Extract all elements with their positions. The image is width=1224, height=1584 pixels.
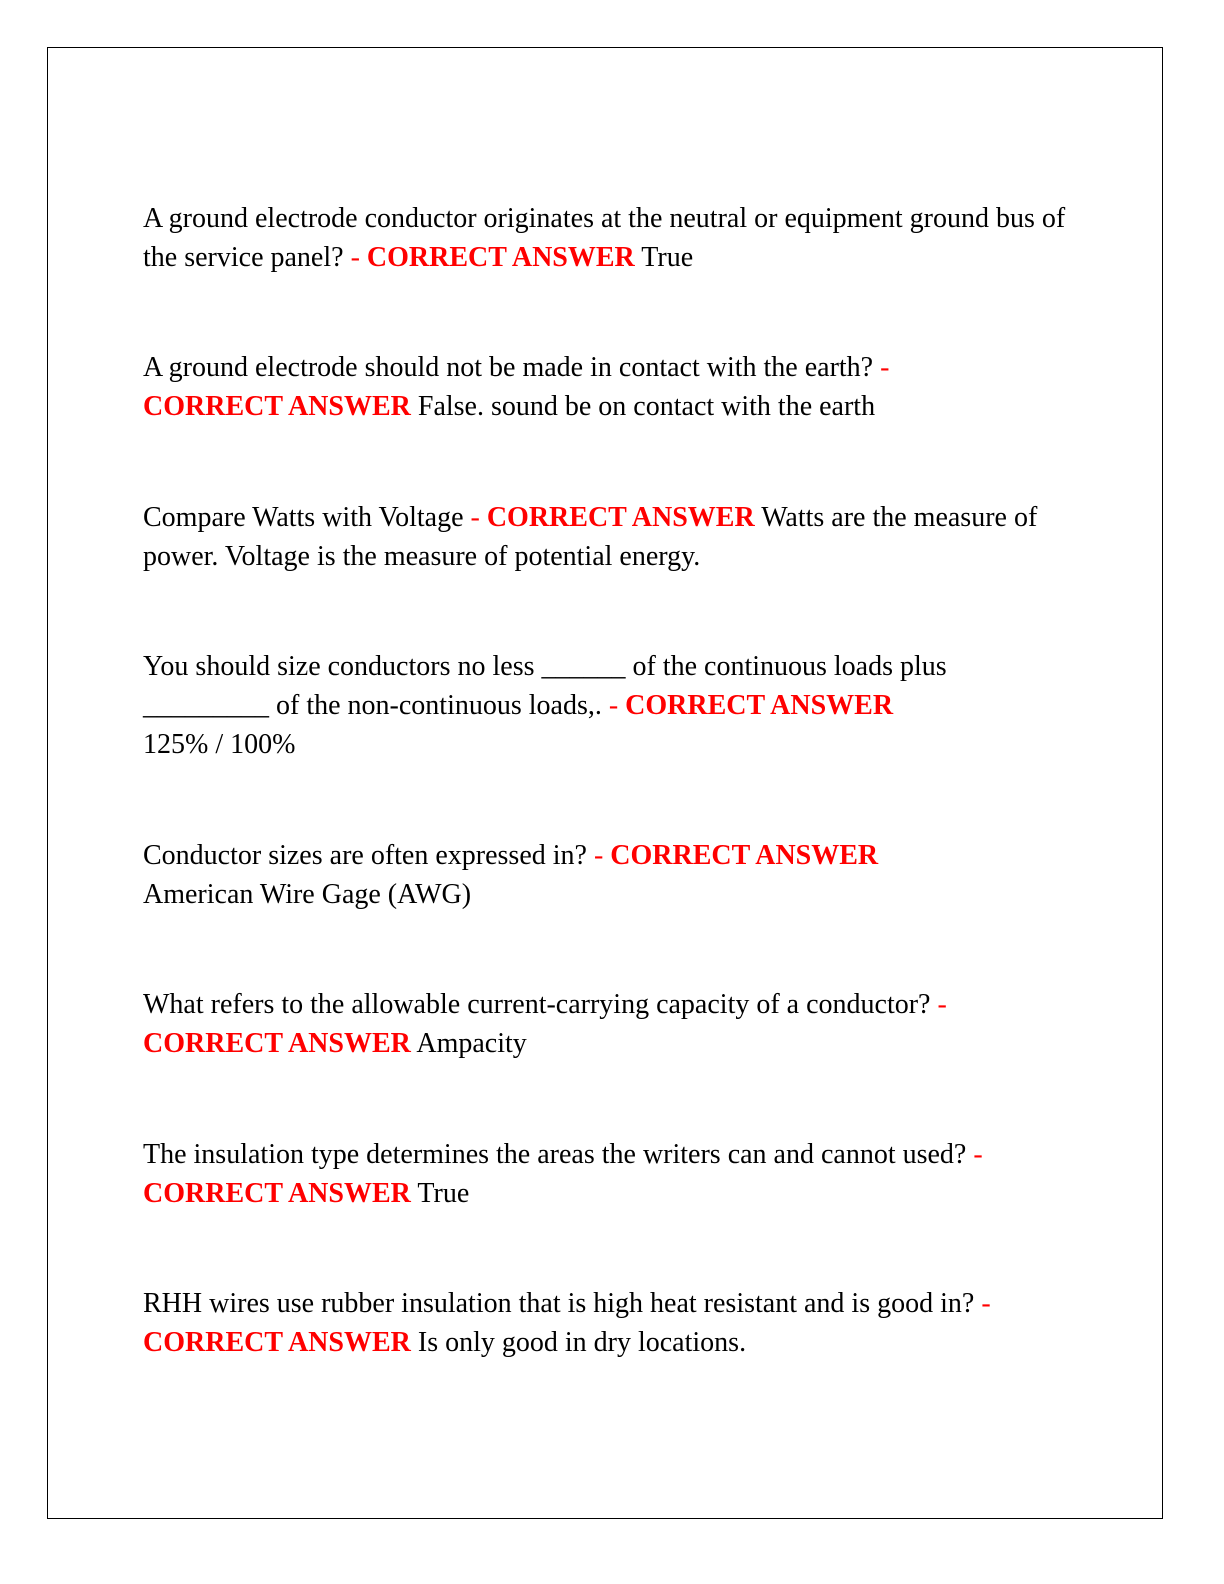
- answer-text: Is only good in dry locations.: [417, 1327, 747, 1358]
- qa-item: [143, 348, 1073, 426]
- qa-item: [143, 836, 1073, 914]
- answer-text: Ampacity: [416, 1028, 527, 1059]
- correct-answer-label: CORRECT ANSWER: [143, 391, 411, 422]
- question-text: The insulation type determines the areas the writers can and cannot used?: [143, 1139, 967, 1170]
- answer-text: True: [417, 1178, 470, 1209]
- question-text: A ground electrode conductor originates at the neutral or equipment ground bus of the service panel?: [143, 203, 1066, 273]
- qa-item: [143, 1135, 1073, 1213]
- correct-answer-label: CORRECT ANSWER: [625, 690, 894, 721]
- answer-separator: -: [937, 989, 947, 1020]
- answer-separator: -: [973, 1139, 983, 1170]
- correct-answer-label: CORRECT ANSWER: [610, 840, 879, 871]
- answer-text: False. sound be on contact with the earth: [417, 391, 876, 422]
- qa-item: [143, 199, 1073, 277]
- question-text: RHH wires use rubber insulation that is high heat resistant and is good in?: [143, 1288, 975, 1319]
- answer-separator: -: [350, 242, 360, 273]
- answer-separator: -: [880, 352, 890, 383]
- question-text: Compare Watts with Voltage: [143, 502, 464, 533]
- qa-item: [143, 647, 1073, 764]
- question-text: A ground electrode should not be made in contact with the earth?: [143, 352, 874, 383]
- answer-separator: -: [593, 840, 604, 871]
- qa-item: [143, 498, 1073, 576]
- qa-item: [143, 985, 1073, 1063]
- question-text: You should size conductors no less ______ of the continuous loads plus _________ of the non-continuous loads,.: [143, 651, 947, 721]
- question-text: What refers to the allowable current-carrying capacity of a conductor?: [143, 989, 931, 1020]
- answer-text: True: [641, 242, 694, 273]
- correct-answer-label: CORRECT ANSWER: [366, 242, 635, 273]
- answer-separator: -: [470, 502, 480, 533]
- answer-separator: -: [981, 1288, 991, 1319]
- answer-separator: -: [608, 690, 619, 721]
- question-text: Conductor sizes are often expressed in?: [143, 840, 587, 871]
- correct-answer-label: CORRECT ANSWER: [143, 1327, 411, 1358]
- answer-text: American Wire Gage (AWG): [143, 879, 472, 910]
- answer-text: Watts are the measure of power. Voltage is the measure of potential energy.: [143, 502, 1038, 572]
- answer-text: 125% / 100%: [143, 729, 296, 760]
- qa-item: [143, 1284, 1073, 1362]
- correct-answer-label: CORRECT ANSWER: [143, 1028, 411, 1059]
- correct-answer-label: CORRECT ANSWER: [143, 1178, 411, 1209]
- correct-answer-label: CORRECT ANSWER: [486, 502, 755, 533]
